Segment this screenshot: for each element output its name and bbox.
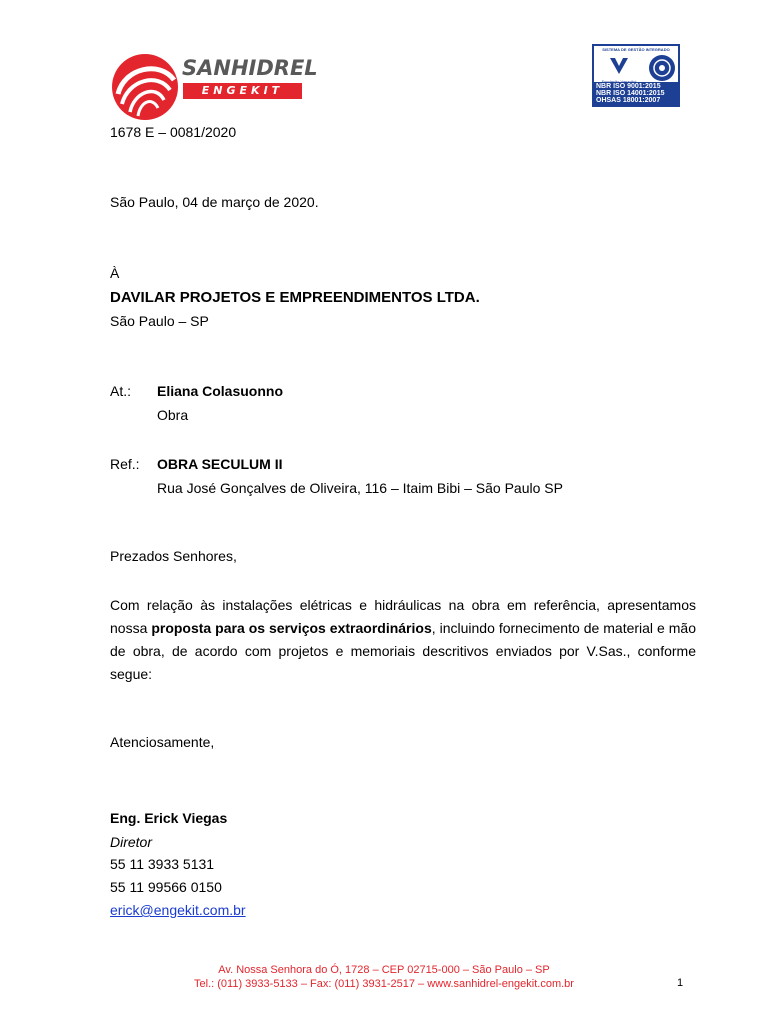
page-number: 1 xyxy=(677,977,684,989)
footer xyxy=(0,963,768,991)
logo-tagline: ENGEKIT xyxy=(183,83,302,99)
reference-code: 1678 E – 0081/2020 xyxy=(110,124,237,140)
to-prefix: À xyxy=(110,265,120,281)
company-logo xyxy=(108,50,318,122)
recipient-company: DAVILAR PROJETOS E EMPREENDIMENTOS LTDA. xyxy=(110,289,480,306)
ref-title: OBRA SECULUM II xyxy=(157,456,283,472)
certification-badge xyxy=(592,44,680,107)
cert-standard: OHSAS 18001:2007 xyxy=(596,97,661,104)
footer-contact: Tel.: (011) 3933-5133 – Fax: (011) 3931-2517 – www.sanhidrel-engekit.com.br xyxy=(194,978,574,990)
cert-standard: NBR ISO 14001:2015 xyxy=(596,90,665,97)
signer-phone: 55 11 3933 5131 xyxy=(110,856,215,872)
cert-standards xyxy=(594,82,678,105)
swirl-logo-icon xyxy=(108,50,182,122)
attn-name: Eliana Colasuonno xyxy=(157,383,284,399)
body-text: Com relação às instalações elétricas e hidráulicas na obra em referência, apresentamos nossa xyxy=(110,597,696,636)
footer-address: Av. Nossa Senhora do Ó, 1728 – CEP 02715-000 – São Paulo – SP xyxy=(218,964,550,976)
signer-title: Diretor xyxy=(110,834,153,850)
ref-label: Ref.: xyxy=(110,456,140,472)
salutation: Prezados Senhores, xyxy=(110,548,237,564)
cert-standard: NBR ISO 9001:2015 xyxy=(596,83,661,90)
date-line: São Paulo, 04 de março de 2020. xyxy=(110,194,319,210)
signer-email-link[interactable]: erick@engekit.com.br xyxy=(110,902,246,918)
signer-name: Eng. Erick Viegas xyxy=(110,810,228,826)
signer-mobile: 55 11 99566 0150 xyxy=(110,879,222,895)
body-highlight: proposta para os serviços extraordinários xyxy=(151,620,432,636)
attn-dept: Obra xyxy=(157,407,189,423)
iqnet-seal-icon xyxy=(648,54,676,82)
cert-title: SISTEMA DE GESTÃO INTEGRADO xyxy=(602,47,670,52)
body-paragraph xyxy=(110,594,696,686)
vanzolini-logo-icon xyxy=(608,56,630,76)
ref-address: Rua José Gonçalves de Oliveira, 116 – Itaim Bibi – São Paulo SP xyxy=(157,480,563,496)
logo-wordmark: SANHIDREL xyxy=(182,56,318,80)
attn-label: At.: xyxy=(110,383,132,399)
recipient-city: São Paulo – SP xyxy=(110,313,209,329)
body-text: , incluindo fornecimento de material e mão de obra, de acordo com projetos e memoriais descritivos enviados por V.Sas., conforme segue: xyxy=(110,620,696,682)
closing: Atenciosamente, xyxy=(110,734,215,750)
